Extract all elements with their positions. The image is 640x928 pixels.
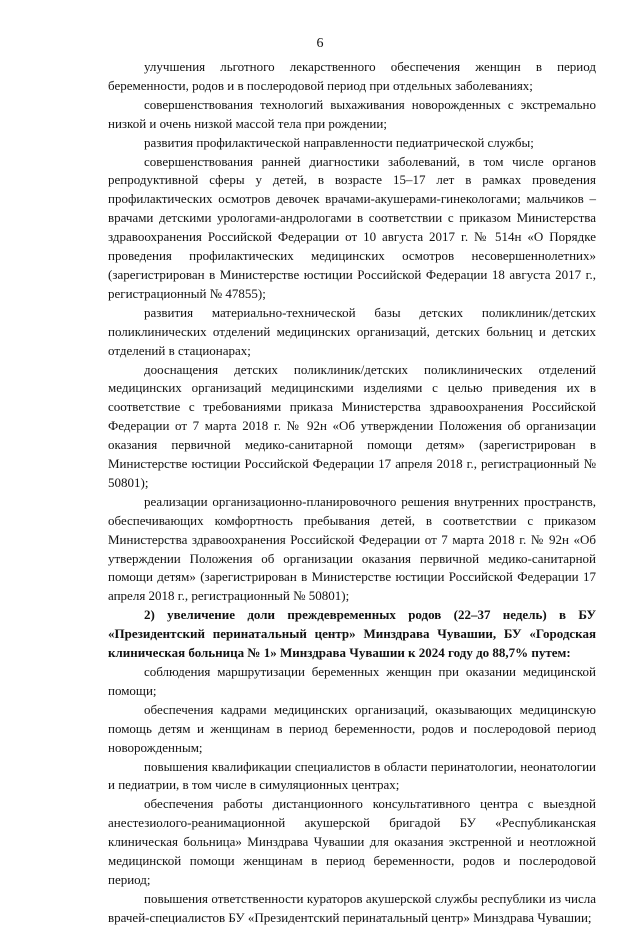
paragraph-7: реализации организационно-планировочного решения внутренних пространств, обеспечивающих комфортность пребывания детей, в соответствии с приказом Министерства здравоохранения Российской Федерации от 7 марта 2018 г. № 92н «Об утверждении Положения об организации оказания первичной медико-санитарной помощи детям» (зарегистрирован в Министерстве юстиции Российской Федерации 17 апреля 2018 г., регистрационный № 50801); (108, 493, 596, 604)
page-number: 6 (316, 36, 324, 51)
paragraph-11: повышения квалификации специалистов в области перинатологии, неонатологии и педиатрии, в том числе в симуляционных центрах; (108, 758, 596, 793)
paragraph-2: совершенствования технологий выхаживания новорожденных с экстремально низкой и очень низкой массой тела при рождении; (108, 96, 596, 131)
paragraph-4: совершенствования ранней диагностики заболеваний, в том числе органов репродуктивной сферы у детей, в возрасте 15–17 лет в рамках проведения профилактических осмотров девочек врачами-акушерами-гинекологами; мальчиков – врачами детскими урологами-андрологами в соответствии с приказом Министерства здравоохранения Российской Федерации от 10 августа 2017 г. № 514н «О Порядке проведения профилактических медицинских осмотров несовершеннолетних» (зарегистрирован в Министерстве юстиции Российской Федерации 18 августа 2017 г., регистрационный № 47855); (108, 153, 596, 301)
section-heading-item-2: 2) увеличение доли преждевременных родов (22–37 недель) в БУ «Президентский перинатальный центр» Минздрава Чувашии, БУ «Городская клиническая больница № 1» Минздрава Чувашии к 2024 году до 88,7% путем: (108, 607, 596, 661)
paragraph-10: обеспечения кадрами медицинских организаций, оказывающих медицинскую помощь детям и женщинам в период беременности, родов и послеродовой период новорожденным; (108, 701, 596, 755)
paragraph-3: развития профилактической направленности педиатрической службы; (144, 134, 534, 150)
paragraph-1: улучшения льготного лекарственного обеспечения женщин в период беременности, родов и в послеродовой период при отдельных заболеваниях; (108, 59, 596, 93)
paragraph-13: повышения ответственности кураторов акушерской службы республики из числа врачей-специалистов БУ «Президентский перинатальный центр» Минздрава Чувашии; (108, 890, 596, 925)
paragraph-9: соблюдения маршрутизации беременных женщин при оказании медицинской помощи; (108, 664, 596, 698)
paragraph-12: обеспечения работы дистанционного консультативного центра с выездной анестезиолого-реанимационной акушерской бригадой БУ «Республиканская клиническая больница» Минздрава Чувашии для оказания экстренной и неотложной медицинской помощи женщинам в период беременности, родов и послеродовой период; (108, 796, 596, 887)
paragraph-6: дооснащения детских поликлиник/детских поликлинических отделений медицинских организаций медицинскими изделиями с целью приведения их в соответствие с требованиями приказа Министерства здравоохранения Российской Федерации от 7 марта 2018 г. № 92н «Об утверждении Положения об организации оказания первичной медико-санитарной помощи детям» (зарегистрирован в Министерстве юстиции Российской Федерации 17 апреля 2018 г., регистрационный № 50801); (108, 361, 596, 490)
paragraph-5: развития материально-технической базы детских поликлиник/детских поликлинических отделений медицинских организаций, детских больниц и детских отделений в стационарах; (108, 304, 596, 358)
document-body (108, 58, 596, 928)
